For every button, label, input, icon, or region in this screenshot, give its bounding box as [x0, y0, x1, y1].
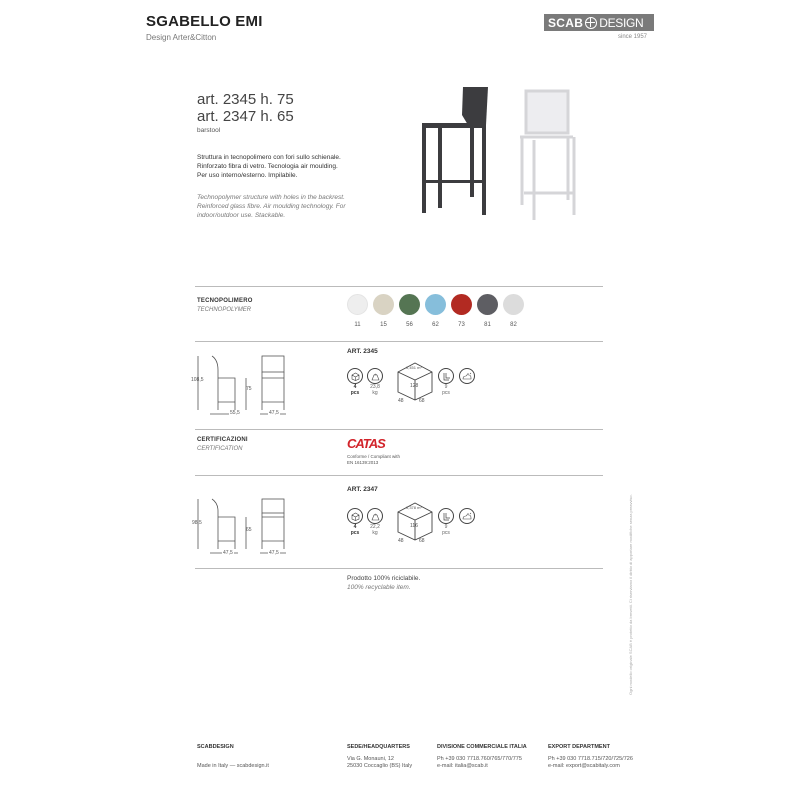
color-code: 62 [432, 322, 439, 328]
box-depth: 68 [419, 538, 425, 544]
weight-value: 22,2 [370, 524, 380, 530]
finishes-label-en: TECHNOPOLYMER [197, 307, 252, 313]
recyclable-note-it: Prodotto 100% riciclabile. [347, 575, 421, 582]
footer-scabdesign [197, 744, 269, 771]
stack-group [438, 368, 454, 396]
dark-stool-image [422, 87, 488, 215]
weight-value: 23,8 [370, 384, 380, 390]
recyclable-note [347, 574, 420, 592]
color-swatch [425, 294, 446, 315]
stack-unit: pcs [442, 530, 450, 536]
footer-email: e-mail: italia@scab.it [437, 763, 488, 769]
footer-italia [437, 744, 527, 771]
color-swatch [373, 294, 394, 315]
pcs-unit: pcs [350, 390, 360, 396]
footer-phone: Ph +39 030 7718.715/720/725/726 [548, 755, 633, 762]
color-swatch [451, 294, 472, 315]
swatch-56 [399, 294, 420, 328]
footer-heading: DIVISIONE COMMERCIALE ITALIA [437, 744, 527, 750]
color-swatch [503, 294, 524, 315]
stackable-icon [438, 368, 454, 384]
divider [195, 429, 603, 430]
box-icon [347, 508, 363, 524]
box-width: 48 [398, 398, 404, 404]
dim-seat-height: 75 [246, 386, 252, 392]
logo-design-text: DESIGN [599, 15, 644, 30]
finishes-label: TECNOPOLIMERO [197, 298, 253, 304]
color-code: 81 [484, 322, 491, 328]
footer-email: e-mail: export@scabitaly.com [548, 763, 620, 769]
article-line-2345: art. 2345 h. 75 [197, 91, 294, 108]
certification-note [347, 454, 400, 466]
box-icon [347, 368, 363, 384]
footer-export [548, 744, 633, 771]
swatch-15 [373, 294, 394, 328]
footer-address-street: Via G. Monauni, 12 [347, 755, 394, 762]
logo-scab-text: SCAB [548, 15, 584, 30]
divider [195, 568, 603, 569]
certification-label-en: CERTIFICATION [197, 446, 243, 452]
stack-unit: pcs [442, 390, 450, 396]
divider [195, 475, 603, 476]
stackable-icon [438, 508, 454, 524]
weight-group [367, 508, 383, 536]
certification-label: CERTIFICAZIONI [197, 437, 248, 443]
weight-unit: kg [372, 530, 378, 536]
outdoor-weather-icon [459, 508, 475, 524]
color-swatches [347, 294, 524, 328]
pcs-unit: pcs [350, 530, 360, 536]
weight-unit: kg [372, 390, 378, 396]
swatch-73 [451, 294, 472, 328]
pack-icons-2345 [347, 368, 383, 396]
color-swatch [399, 294, 420, 315]
footer-heading: SEDE/HEADQUARTERS [347, 744, 410, 750]
scab-design-logo [544, 14, 654, 31]
recyclable-note-en: 100% recyclable item. [347, 584, 411, 591]
dim-depth: 47,5 [223, 550, 233, 556]
article-line-2347: art. 2347 h. 65 [197, 108, 294, 125]
swatch-11 [347, 294, 368, 328]
certification-note-line1: Conforme / Compliant with [347, 454, 401, 459]
dim-width: 47,5 [269, 410, 279, 416]
product-photo-stools [408, 85, 588, 220]
footer-website: Made in Italy — scabdesign.it [197, 763, 269, 769]
pcs-group [347, 508, 363, 536]
pcs-value: 4 [353, 524, 357, 530]
weight-icon [367, 508, 383, 524]
dim-width: 47,5 [269, 550, 279, 556]
footer-address-city: 25030 Coccaglio (BS) Italy [347, 763, 413, 769]
dimension-drawing-2347 [190, 495, 300, 557]
color-code: 73 [458, 322, 465, 328]
color-code: 82 [510, 322, 517, 328]
swatch-81 [477, 294, 498, 328]
art-2347-heading: ART. 2347 [347, 486, 378, 493]
pcs-value: 4 [353, 384, 357, 390]
color-swatch [477, 294, 498, 315]
usage-icons-2347 [438, 508, 475, 536]
dim-total-height: 98,5 [192, 520, 202, 526]
box-height: 128 [410, 383, 419, 389]
outdoor-weather-icon [459, 368, 475, 384]
box-width: 48 [398, 538, 404, 544]
divider [195, 286, 603, 287]
box-volume: 0,378 m³ [406, 505, 422, 510]
footer-heading: SCABDESIGN [197, 744, 234, 750]
color-swatch [347, 294, 368, 315]
stack-value: 9 [444, 384, 448, 390]
art-2345-heading: ART. 2345 [347, 348, 378, 355]
designer-credit: Design Arter&Citton [146, 33, 217, 42]
box-height: 116 [410, 523, 418, 529]
certification-standard: EN 16139:2013 [347, 460, 379, 465]
dim-total-height: 108,5 [191, 377, 204, 383]
white-stool-image [520, 91, 574, 220]
footer-headquarters [347, 744, 412, 771]
box-depth: 68 [419, 398, 425, 404]
pcs-group [347, 368, 363, 396]
swatch-62 [425, 294, 446, 328]
dim-seat-height: 65 [246, 527, 252, 533]
dimension-drawing-2345 [190, 350, 300, 418]
footer-phone: Ph +39 030 7718.760/765/770/775 [437, 755, 522, 762]
description-english: Technopolymer structure with holes in the backrest. Reinforced glass fibre. Air moulding technology. For indoor/outdoor use. Stackable. [197, 194, 346, 219]
side-disclaimer: Ogni modello originale SCAB è protetto da brevetti. Ci riserviamo il diritto di apportare modifiche senza preavviso. [628, 494, 633, 695]
stack-group [438, 508, 454, 536]
article-numbers [197, 91, 294, 125]
dim-depth: 55,5 [230, 410, 240, 416]
swatch-82 [503, 294, 524, 328]
pack-icons-2347 [347, 508, 383, 536]
color-code: 15 [380, 322, 387, 328]
box-volume: 0,451 m³ [406, 365, 422, 370]
stack-value: 9 [444, 524, 448, 530]
globe-icon [585, 17, 597, 29]
page-title: SGABELLO EMI [146, 13, 263, 30]
logo-since: since 1957 [618, 34, 648, 40]
product-type: barstool [197, 127, 221, 134]
divider [195, 341, 603, 342]
description-italian: Struttura in tecnopolimero con fori sullo schienale. Rinforzato fibra di vetro. Tecnologia air moulding. Per uso interno/esterno. Impilabile. [197, 154, 341, 179]
weight-group [367, 368, 383, 396]
color-code: 56 [406, 322, 413, 328]
usage-icons-2345 [438, 368, 475, 396]
footer-heading: EXPORT DEPARTMENT [548, 744, 610, 750]
catas-logo: CATAS [347, 436, 385, 451]
color-code: 11 [354, 322, 361, 328]
weight-icon [367, 368, 383, 384]
